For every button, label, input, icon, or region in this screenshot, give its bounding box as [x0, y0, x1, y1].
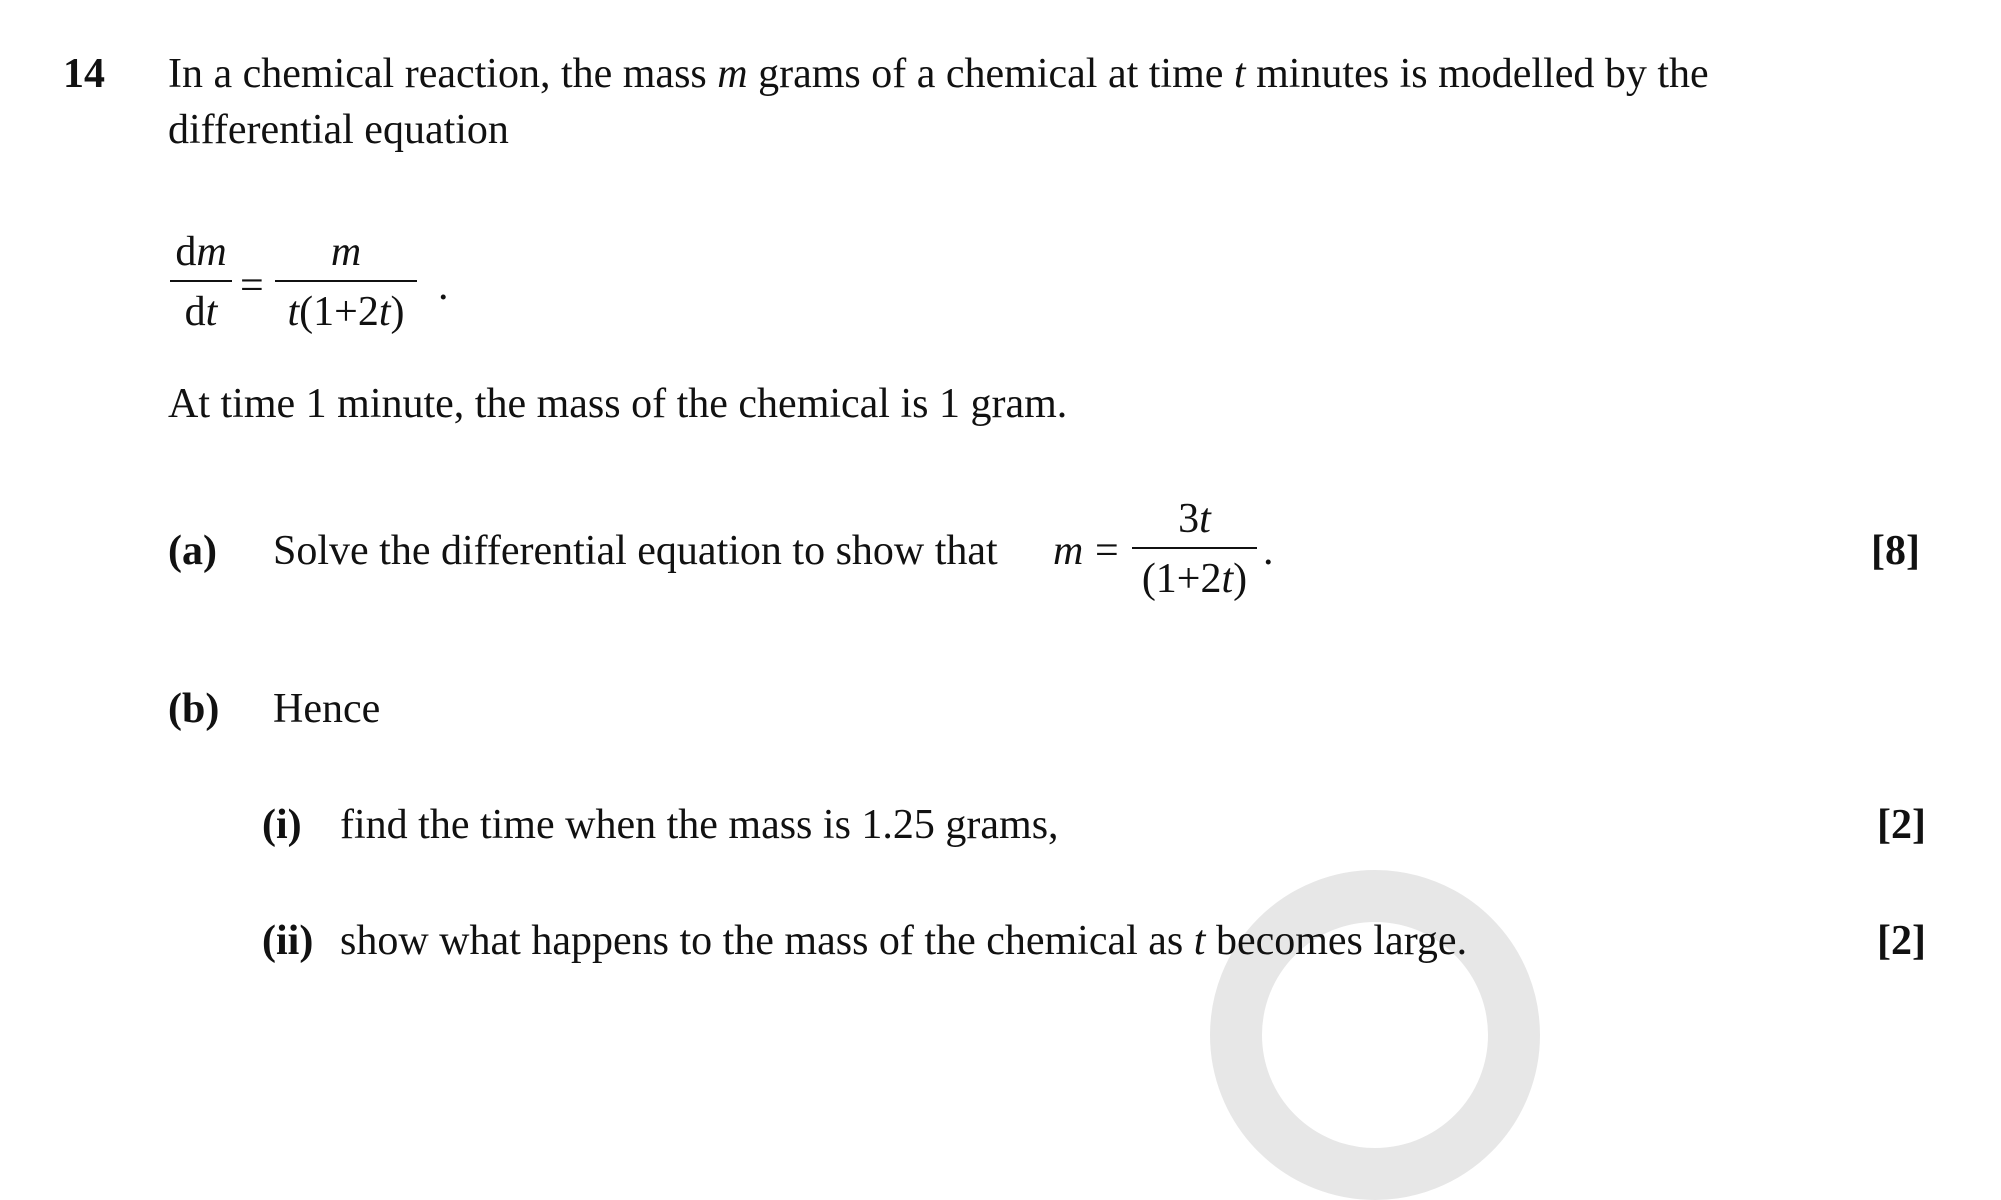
lhs-fraction-bar	[170, 280, 232, 282]
part-a-den-open: (1+2	[1141, 556, 1222, 602]
part-b-ii-marks: [2]	[1877, 918, 1926, 964]
variable-m: m	[717, 51, 748, 97]
part-b-ii-label: (ii)	[262, 918, 314, 964]
rhs-den-t1: t	[287, 289, 300, 335]
variable-t: t	[1233, 51, 1246, 97]
lhs-denominator	[170, 288, 232, 336]
part-b-text: Hence	[273, 686, 381, 732]
question-intro-line2: differential equation	[168, 107, 509, 153]
intro-text-1: In a chemical reaction, the mass	[168, 51, 718, 97]
lhs-num-m: m	[196, 229, 227, 275]
rhs-denominator	[275, 288, 417, 336]
equation-rhs-fraction	[275, 228, 417, 336]
question-intro-line1	[168, 50, 1709, 98]
part-a-text: Solve the differential equation to show that	[273, 528, 998, 574]
equation-period: .	[438, 263, 449, 309]
part-a-marks: [8]	[1871, 528, 1920, 574]
rhs-den-mid: (1+2	[299, 289, 379, 335]
lhs-num-d: d	[175, 229, 197, 275]
part-a-num-t: t	[1199, 496, 1211, 542]
equation-lhs-fraction	[170, 228, 232, 336]
part-b-i-text: find the time when the mass is 1.25 grams,	[340, 802, 1059, 848]
part-a-num-3: 3	[1178, 496, 1200, 542]
rhs-numerator: m	[330, 229, 362, 275]
part-b-i-label: (i)	[262, 802, 302, 848]
part-a-m: m	[1053, 528, 1084, 574]
part-b-i-marks: [2]	[1877, 802, 1926, 848]
part-a-fraction-bar	[1132, 547, 1257, 549]
part-a-period: .	[1263, 528, 1274, 574]
part-a-equals: =	[1095, 528, 1119, 574]
part-a-label: (a)	[168, 528, 217, 574]
rhs-den-close: )	[390, 289, 405, 335]
part-a-den-close: )	[1233, 556, 1248, 602]
rhs-fraction-bar	[275, 280, 417, 282]
part-b-ii-text-after: becomes large.	[1205, 918, 1468, 964]
part-a-fraction	[1132, 495, 1257, 603]
part-b-ii-text	[340, 917, 1467, 965]
part-b-ii-text-before: show what happens to the mass of the chemical as	[340, 918, 1194, 964]
part-a-numerator	[1132, 495, 1257, 543]
part-a-den-t: t	[1221, 556, 1234, 602]
rhs-den-t2: t	[378, 289, 391, 335]
intro-text-3: minutes is modelled by the	[1245, 51, 1709, 97]
equation-equals: =	[240, 263, 264, 309]
intro-text-2: grams of a chemical at time	[747, 51, 1234, 97]
question-number: 14	[63, 51, 105, 97]
part-a-denominator	[1132, 555, 1257, 603]
lhs-den-d: d	[184, 289, 206, 335]
condition-text: At time 1 minute, the mass of the chemical is 1 gram.	[168, 381, 1068, 427]
part-b-label: (b)	[168, 686, 220, 732]
part-b-ii-variable-t: t	[1193, 918, 1206, 964]
lhs-numerator	[170, 228, 232, 276]
lhs-den-t: t	[205, 289, 218, 335]
